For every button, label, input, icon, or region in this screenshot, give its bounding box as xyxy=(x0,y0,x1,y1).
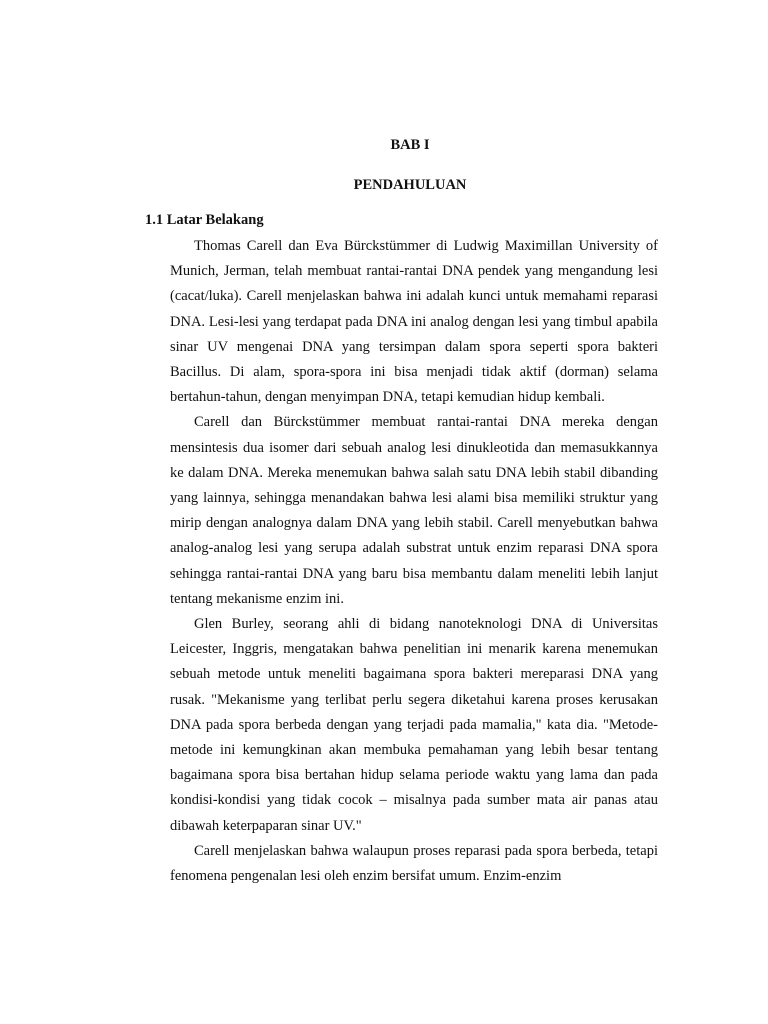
paragraph: Thomas Carell dan Eva Bürckstümmer di Ludwig Maximillan University of Munich, Jerman, telah membuat rantai-rantai DNA pendek yang mengandung lesi (cacat/luka). Carell menjelaskan bahwa ini adalah kunci untuk memahami reparasi DNA. Lesi-lesi yang terdapat pada DNA ini analog dengan lesi yang timbul apabila sinar UV mengenai DNA yang tersimpan dalam spora seperti spora bakteri Bacillus. Di alam, spora-spora ini bisa menjadi tidak aktif (dorman) selama bertahun-tahun, dengan menyimpan DNA, tetapi kemudian hidup kembali. xyxy=(170,238,658,406)
body-text xyxy=(170,234,658,889)
chapter-title: PENDAHULUAN xyxy=(353,177,467,193)
section-heading: 1.1 Latar Belakang xyxy=(145,212,264,228)
paragraph: Carell dan Bürckstümmer membuat rantai-rantai DNA mereka dengan mensintesis dua isomer dari sebuah analog lesi dinukleotida dan memasukkannya ke dalam DNA. Mereka menemukan bahwa salah satu DNA lebih stabil dibanding yang lainnya, sehingga menandakan bahwa lesi alami bisa memiliki struktur yang mirip dengan analognya dalam DNA yang lebih stabil. Carell menyebutkan bahwa analog-analog lesi yang serupa adalah substrat untuk enzim reparasi DNA spora sehingga rantai-rantai DNA yang baru bisa membantu dalam meneliti lebih lanjut tentang mekanisme enzim ini. xyxy=(170,414,658,607)
paragraph: Glen Burley, seorang ahli di bidang nanoteknologi DNA di Universitas Leicester, Inggris, mengatakan bahwa penelitian ini menarik karena menemukan sebuah metode untuk meneliti bagaimana spora bakteri mereparasi DNA yang rusak. "Mekanisme yang terlibat perlu segera diketahui karena proses kerusakan DNA pada spora berbeda dengan yang terjadi pada mamalia," kata dia. "Metode-metode ini kemungkinan akan membuka pemahaman yang lebih besar tentang bagaimana spora bisa bertahan hidup selama periode waktu yang lama dan pada kondisi-kondisi yang tidak cocok – misalnya pada sumber mata air panas atau dibawah keterpaparan sinar UV." xyxy=(170,616,658,834)
paragraph: Carell menjelaskan bahwa walaupun proses reparasi pada spora berbeda, tetapi fenomena pengenalan lesi oleh enzim bersifat umum. Enzim-enzim xyxy=(170,842,658,885)
chapter-label: BAB I xyxy=(390,137,430,153)
